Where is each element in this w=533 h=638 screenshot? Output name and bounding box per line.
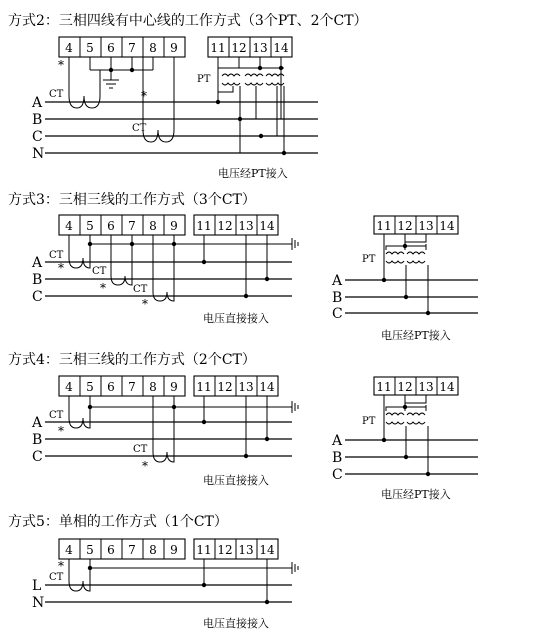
line-label-n: N: [32, 595, 45, 611]
terminal-label: 7: [128, 219, 136, 233]
ct-label: CT: [49, 89, 64, 100]
pt-label: PT: [362, 416, 376, 427]
alt-pt-connection: [331, 216, 478, 342]
line-label-a: A: [32, 255, 43, 271]
section-title: 方式5：单相的工作方式（1个CT）: [8, 514, 228, 530]
line-label-c: C: [332, 306, 343, 322]
section-title: 方式2：三相四线有中心线的工作方式（3个PT、2个CT）: [8, 13, 368, 29]
section-mode-3: [8, 191, 478, 342]
line-label-a: A: [332, 433, 343, 449]
terminal-label: 14: [273, 41, 289, 55]
current-transformer: [133, 235, 174, 311]
terminal-block-b: [194, 539, 278, 559]
terminal-block-a: [59, 215, 185, 235]
terminal-label: 9: [170, 380, 178, 394]
line-label-c: C: [32, 129, 43, 145]
terminal-label: 4: [65, 41, 73, 55]
ct-label: CT: [133, 284, 148, 295]
terminal-label: 13: [238, 380, 254, 394]
terminal-label: 11: [196, 543, 212, 557]
terminal-label: 12: [217, 219, 233, 233]
line-label-b: B: [332, 450, 343, 466]
terminal-label: 11: [196, 380, 212, 394]
terminal-label: 13: [418, 219, 434, 233]
line-label-l: L: [32, 578, 42, 594]
terminal-label: 11: [196, 219, 212, 233]
connection-note: 电压直接接入: [203, 474, 269, 487]
section-title: 方式4：三相三线的工作方式（2个CT）: [8, 352, 256, 368]
current-transformer: [49, 559, 90, 591]
terminal-block-b: [208, 37, 292, 57]
terminal-label: 11: [376, 219, 392, 233]
polarity-mark: *: [142, 297, 148, 311]
terminal-label: 8: [149, 543, 157, 557]
line-label-b: B: [32, 112, 43, 128]
connection-note: 电压直接接入: [203, 312, 269, 325]
terminal-block-a: [59, 37, 185, 57]
terminal-label: 9: [170, 543, 178, 557]
terminal-label: 13: [418, 380, 434, 394]
line-label-b: B: [32, 432, 43, 448]
ct-label: CT: [132, 123, 147, 134]
terminal-label: 6: [107, 380, 115, 394]
alt-pt-connection: [331, 377, 478, 501]
terminal-label: 6: [107, 219, 115, 233]
ground-icon: [292, 401, 298, 413]
terminal-label: 14: [439, 380, 455, 394]
potential-transformer: [197, 57, 284, 153]
polarity-mark: *: [141, 89, 147, 103]
polarity-mark: *: [100, 281, 106, 295]
terminal-block-a: [59, 539, 185, 559]
polarity-mark: *: [58, 424, 64, 438]
ground-icon: [292, 238, 298, 250]
terminal-label: 6: [107, 41, 115, 55]
terminal-label: 12: [397, 380, 413, 394]
pt-label: PT: [197, 74, 211, 85]
ground-icon: [292, 562, 298, 574]
terminal-label: 5: [86, 543, 94, 557]
terminal-label: 7: [128, 380, 136, 394]
ct-label: CT: [49, 250, 64, 261]
ct-label: CT: [133, 444, 148, 455]
terminal-label: 14: [259, 543, 275, 557]
terminal-label: 12: [217, 380, 233, 394]
terminal-block-b: [194, 215, 278, 235]
terminal-label: 12: [231, 41, 247, 55]
current-transformer: [49, 235, 90, 275]
connection-note: 电压经PT接入: [381, 488, 451, 501]
phase-lines: [32, 578, 292, 611]
terminal-label: 13: [238, 543, 254, 557]
terminal-label: 11: [376, 380, 392, 394]
connection-note: 电压经PT接入: [218, 167, 288, 180]
polarity-mark: *: [142, 459, 148, 473]
ct-label: CT: [92, 266, 107, 277]
terminal-label: 12: [217, 543, 233, 557]
phase-lines: [31, 255, 292, 305]
polarity-mark: *: [58, 58, 64, 72]
terminal-label: 5: [86, 219, 94, 233]
terminal-label: 8: [149, 219, 157, 233]
terminal-label: 11: [210, 41, 226, 55]
terminal-label: 7: [128, 41, 136, 55]
connection-note: 电压直接接入: [203, 617, 269, 630]
pt-label: PT: [362, 254, 376, 265]
line-label-n: N: [32, 146, 45, 162]
line-label-a: A: [32, 415, 43, 431]
ct-label: CT: [49, 410, 64, 421]
current-transformer: [49, 396, 90, 438]
terminal-label: 14: [439, 219, 455, 233]
terminal-label: 13: [238, 219, 254, 233]
polarity-mark: *: [58, 559, 64, 573]
terminal-label: 4: [65, 380, 73, 394]
line-label-b: B: [32, 272, 43, 288]
current-transformer: [133, 396, 174, 473]
ct-label: CT: [49, 572, 64, 583]
terminal-block-a: [59, 376, 185, 396]
line-label-b: B: [332, 290, 343, 306]
terminal-label: 7: [128, 543, 136, 557]
section-mode-5: [8, 513, 298, 630]
terminal-label: 5: [86, 380, 94, 394]
polarity-mark: *: [58, 261, 64, 275]
terminal-label: 12: [397, 219, 413, 233]
section-mode-2: [8, 12, 368, 180]
line-label-c: C: [332, 467, 343, 483]
terminal-label: 14: [259, 219, 275, 233]
terminal-label: 4: [65, 219, 73, 233]
phase-lines: [31, 415, 292, 465]
terminal-label: 13: [252, 41, 268, 55]
current-transformer: [49, 57, 153, 108]
terminal-label: 8: [149, 41, 157, 55]
terminal-label: 6: [107, 543, 115, 557]
line-label-a: A: [32, 95, 43, 111]
terminal-label: 14: [259, 380, 275, 394]
line-label-a: A: [332, 273, 343, 289]
terminal-label: 5: [86, 41, 94, 55]
terminal-block-b: [194, 376, 278, 396]
terminal-label: 8: [149, 380, 157, 394]
line-label-c: C: [32, 289, 43, 305]
terminal-label: 9: [170, 219, 178, 233]
terminal-label: 4: [65, 543, 73, 557]
section-mode-4: [8, 351, 478, 501]
terminal-label: 9: [170, 41, 178, 55]
ground-icon: [103, 70, 119, 88]
connection-note: 电压经PT接入: [381, 329, 451, 342]
section-title: 方式3：三相三线的工作方式（3个CT）: [8, 192, 256, 208]
line-label-c: C: [32, 449, 43, 465]
